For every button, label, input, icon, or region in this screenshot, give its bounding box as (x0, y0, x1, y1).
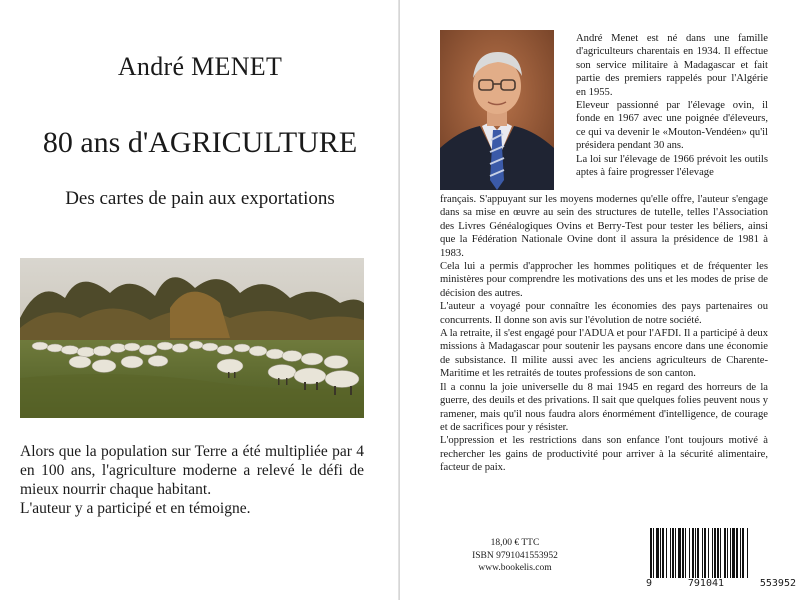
bio-paragraph: Il a connu la joie universelle du 8 mai 1945 en regard des horreurs de la guerre, des deuils et des privations. Il sait que quelques folies peuvent nous y ramener, mais qu'il nous faudra alors énormément d'intelligence, de courage et de sacrifices pour y résister. (440, 381, 768, 433)
blurb-paragraph: Alors que la population sur Terre a été multipliée par 4 en 100 ans, l'agriculture moderne a relevé le défi de mieux nourrir chaque habitant. (20, 443, 364, 498)
blurb-paragraph: L'auteur y a participé et en témoigne. (20, 500, 251, 517)
publisher-website: www.bookelis.com (478, 563, 552, 573)
back-cover (400, 0, 800, 600)
author-portrait (440, 30, 554, 190)
bio-paragraph: français. S'appuyant sur les moyens modernes qu'elle offre, l'auteur s'engage dans sa mise en œuvre au sein des structures de tutelle, telles l'Association des Livres Généalogiques Ovins et Berry-Test pour tester les béliers, ainsi que la Fédération Nationale Ovine dont il assura la présidence de 1981 à 1983. (440, 194, 768, 259)
book-subtitle: Des cartes de pain aux exportations (65, 188, 335, 209)
bio-body (440, 193, 768, 475)
bio-paragraph: A la retraite, il s'est engagé pour l'ADUA et pour l'AFDI. Il a participé à deux missions à Madagascar pour soutenir les paysans encore dans une économie de subsistance. Il milite aussi avec les anciens agriculteurs de Charente-Maritime et les retraités de toutes professions de son canton. (440, 328, 768, 380)
bio-paragraph: L'auteur a voyagé pour connaître les économies des pays partenaires ou concurrents. Il donne son avis sur l'évolution de notre société. (440, 301, 768, 326)
barcode-digit-group: 791041 (687, 578, 725, 589)
front-blurb (20, 442, 364, 518)
price: 18,00 € TTC (490, 538, 540, 548)
isbn: ISBN 9791041553952 (472, 550, 558, 561)
barcode-digit-group: 553952 (759, 578, 796, 589)
imprint-block (440, 537, 590, 575)
sheep-pasture-photo (20, 258, 364, 418)
barcode-digits (646, 578, 796, 589)
bio-paragraph: Cela lui a permis d'approcher les hommes politiques et de fréquenter les ministères pour comprendre les motivations des uns et les modes de prise de décision des autres. (440, 261, 768, 299)
bio-paragraph: André Menet est né dans une famille d'agriculteurs charentais en 1934. Il effectue son service militaire à Madagascar et fait partie des premiers rappelés pour l'Algérie en 1955. (576, 33, 768, 98)
book-title: 80 ans d'AGRICULTURE (42, 126, 358, 159)
bio-paragraph: L'oppression et les restrictions dans son enfance l'ont toujours motivé à rechercher les gains de productivité pour arriver à la sécurité alimentaire, facteur de paix. (440, 435, 768, 474)
author-name: André MENET (117, 52, 283, 81)
bio-intro (576, 32, 768, 179)
bio-paragraph: La loi sur l'élevage de 1966 prévoit les outils aptes à faire progresser l'élevage (576, 153, 768, 179)
barcode-digit-group: 9 (646, 578, 653, 589)
bio-paragraph: Eleveur passionné par l'élevage ovin, il fonde en 1967 avec une poignée d'éleveurs, ce qui va devenir le «Mouton-Vendéen» qu'il présidera pendant 30 ans. (576, 100, 768, 152)
